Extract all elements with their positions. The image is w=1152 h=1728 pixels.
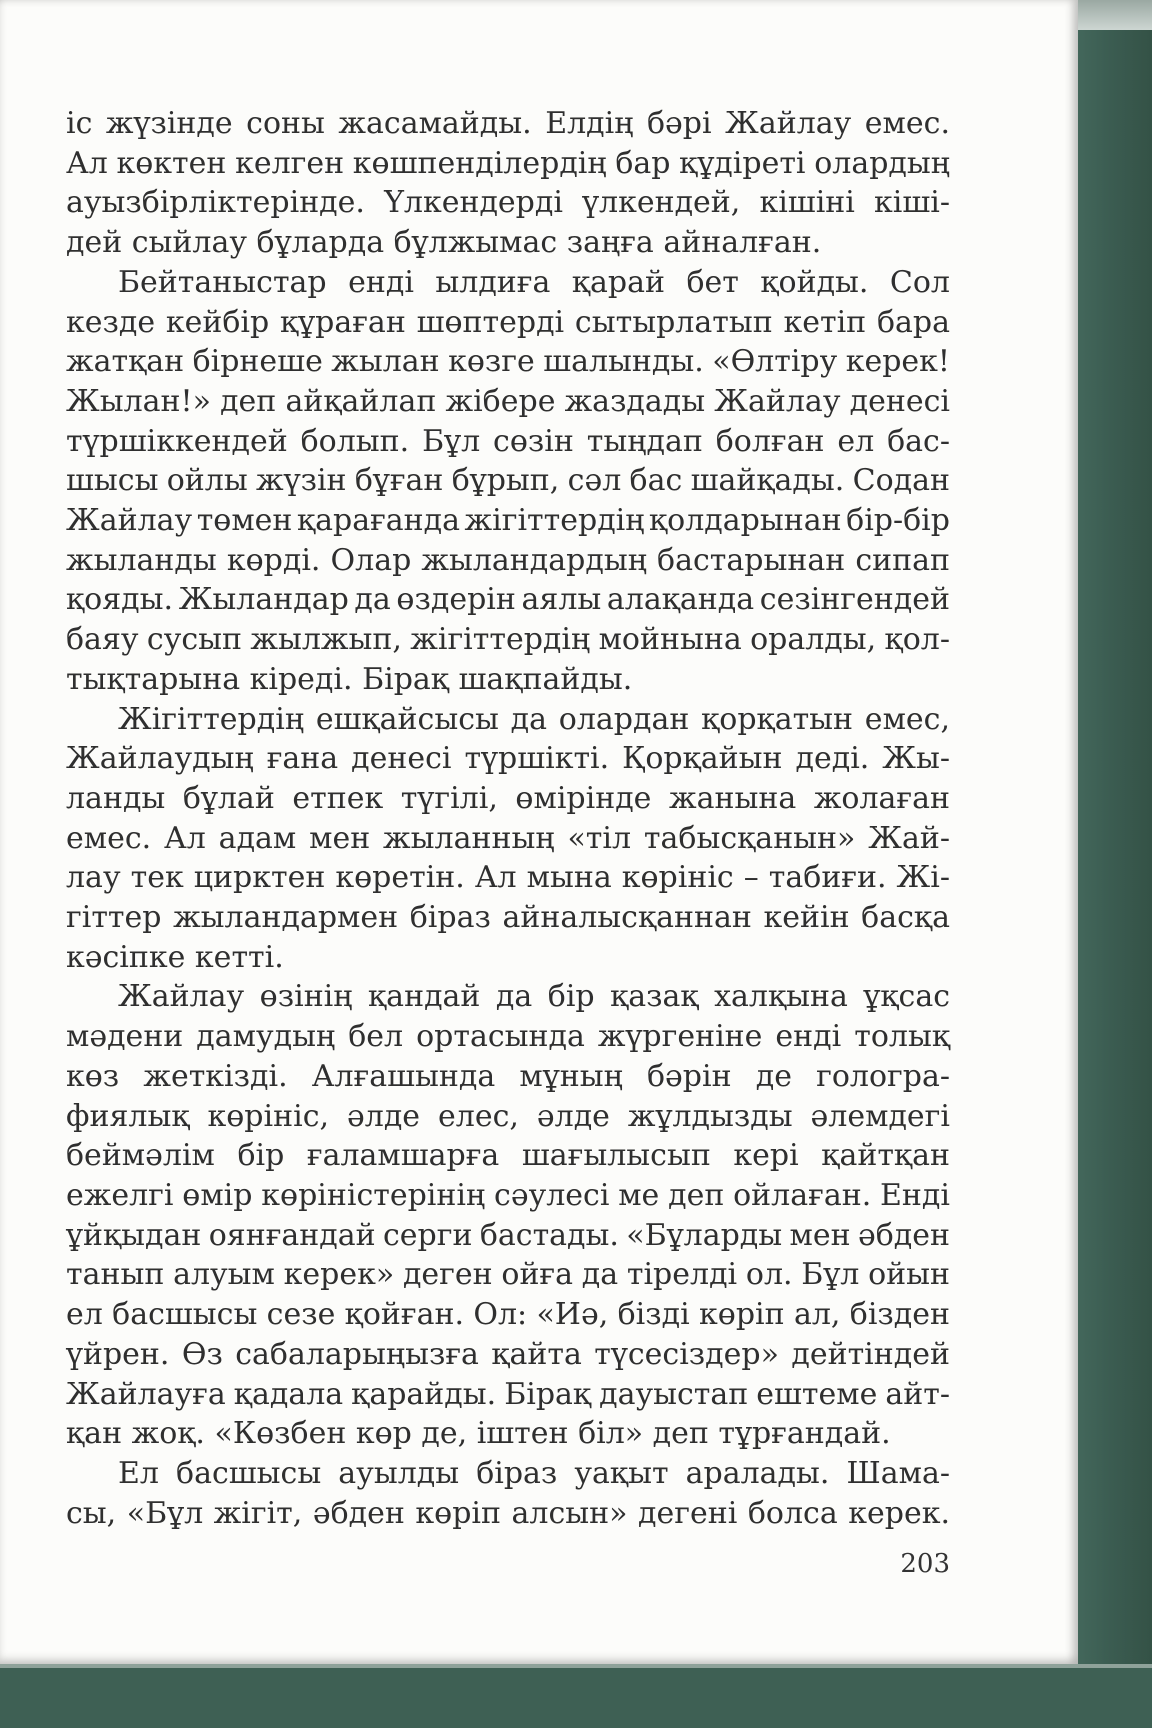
text-line: емес. Ал адам мен жыланның «тіл табысқанын» Жай- [66, 820, 950, 856]
text-line: сы, «Бұл жігіт, әбден көріп алсын» дегені болса керек. [66, 1495, 950, 1531]
paragraph [66, 104, 950, 263]
text-line: лау тек цирктен көретін. Ал мына көрініс – табиғи. Жі- [66, 860, 950, 896]
text-line: Бейтаныстар енді ылдиға қарай бет қойды. Сол [118, 264, 950, 300]
paragraph [66, 263, 950, 700]
text-line: қан жоқ. «Көзбен көр де, іштен біл» деп тұрғандай. [66, 1416, 891, 1452]
text-line: ланды бұлай етпек түгілі, өмірінде жанына жолаған [66, 780, 950, 816]
text-line: ел басшысы сезе қойған. Ол: «Иә, бізді көріп ал, бізден [66, 1297, 950, 1333]
text-line: тықтарына кіреді. Бірақ шақпайды. [66, 661, 633, 697]
paragraph [66, 700, 950, 978]
book-cover-bottom [0, 1664, 1152, 1728]
text-line: Жайлау өзінің қандай да бір қазақ халқына ұқсас [118, 979, 950, 1015]
text-line: дей сыйлау бұларда бұлжымас заңға айналған. [66, 225, 822, 261]
text-line: танып алуым керек» деген ойға да тірелді ол. Бұл ойын [66, 1257, 950, 1293]
page-number: 203 [900, 1549, 950, 1579]
text-line: ауызбірліктерінде. Үлкендерді үлкендей, кішіні кіші- [66, 185, 950, 221]
text-line: баяу сусып жылжып, жігіттердің мойнына оралды, қол- [66, 622, 950, 658]
book-cover-edge [1078, 0, 1152, 1728]
text-line: Жігіттердің ешқайсысы да олардан қорқатын емес, [118, 701, 950, 737]
text-line: көз жеткізді. Алғашында мұның бәрін де гологра- [66, 1058, 950, 1094]
text-line: Жайлаудың ғана денесі түршікті. Қорқайын деді. Жы- [66, 741, 950, 777]
text-line: түршіккендей болып. Бұл сөзін тыңдап болған ел бас- [66, 423, 950, 459]
text-line: Ел басшысы ауылды біраз уақыт аралады. Шама- [118, 1455, 950, 1491]
text-line: гіттер жыландармен біраз айналысқаннан кейін басқа [66, 900, 950, 936]
text-line: үйрен. Өз сабаларыңызға қайта түсесіздер» дейтіндей [66, 1336, 950, 1372]
paragraph [66, 1454, 950, 1533]
body-text [66, 104, 950, 1533]
text-line: беймәлім бір ғаламшарға шағылысып кері қайтқан [66, 1138, 950, 1174]
text-line: Жайлау төмен қарағанда жігіттердің қолдарынан бір-бір [66, 503, 950, 539]
text-line: Жылан!» деп айқайлап жібере жаздады Жайлау денесі [66, 383, 950, 419]
text-line: мәдени дамудың бел ортасында жүргеніне енді толық [66, 1019, 950, 1055]
text-line: жатқан бірнеше жылан көзге шалынды. «Өлтіру керек! [66, 344, 950, 380]
text-line: кәсіпке кетті. [66, 939, 284, 975]
paragraph [66, 977, 950, 1453]
text-line: Жайлауға қадала қарайды. Бірақ дауыстап ештеме айт- [66, 1376, 950, 1412]
text-line: фиялық көрініс, әлде елес, әлде жұлдызды әлемдегі [66, 1098, 950, 1134]
text-line: ұйқыдан оянғандай серги бастады. «Бұларды мен әбден [66, 1217, 950, 1253]
text-line: қояды. Жыландар да өздерін аялы алақанда сезінгендей [66, 582, 950, 618]
text-line: жыланды көрді. Олар жыландардың бастарынан сипап [66, 542, 950, 578]
text-line: кезде кейбір құраған шөптерді сытырлатып кетіп бара [66, 304, 950, 340]
text-line: ежелгі өмір көріністерінің сәулесі ме деп ойлаған. Енді [66, 1177, 950, 1213]
text-line: Ал көктен келген көшпенділердің бар құдіреті олардың [66, 145, 950, 181]
text-line: шысы ойлы жүзін бұған бұрып, сәл бас шайқады. Содан [66, 463, 950, 499]
text-line: іс жүзінде соны жасамайды. Елдің бәрі Жайлау емес. [66, 106, 950, 141]
